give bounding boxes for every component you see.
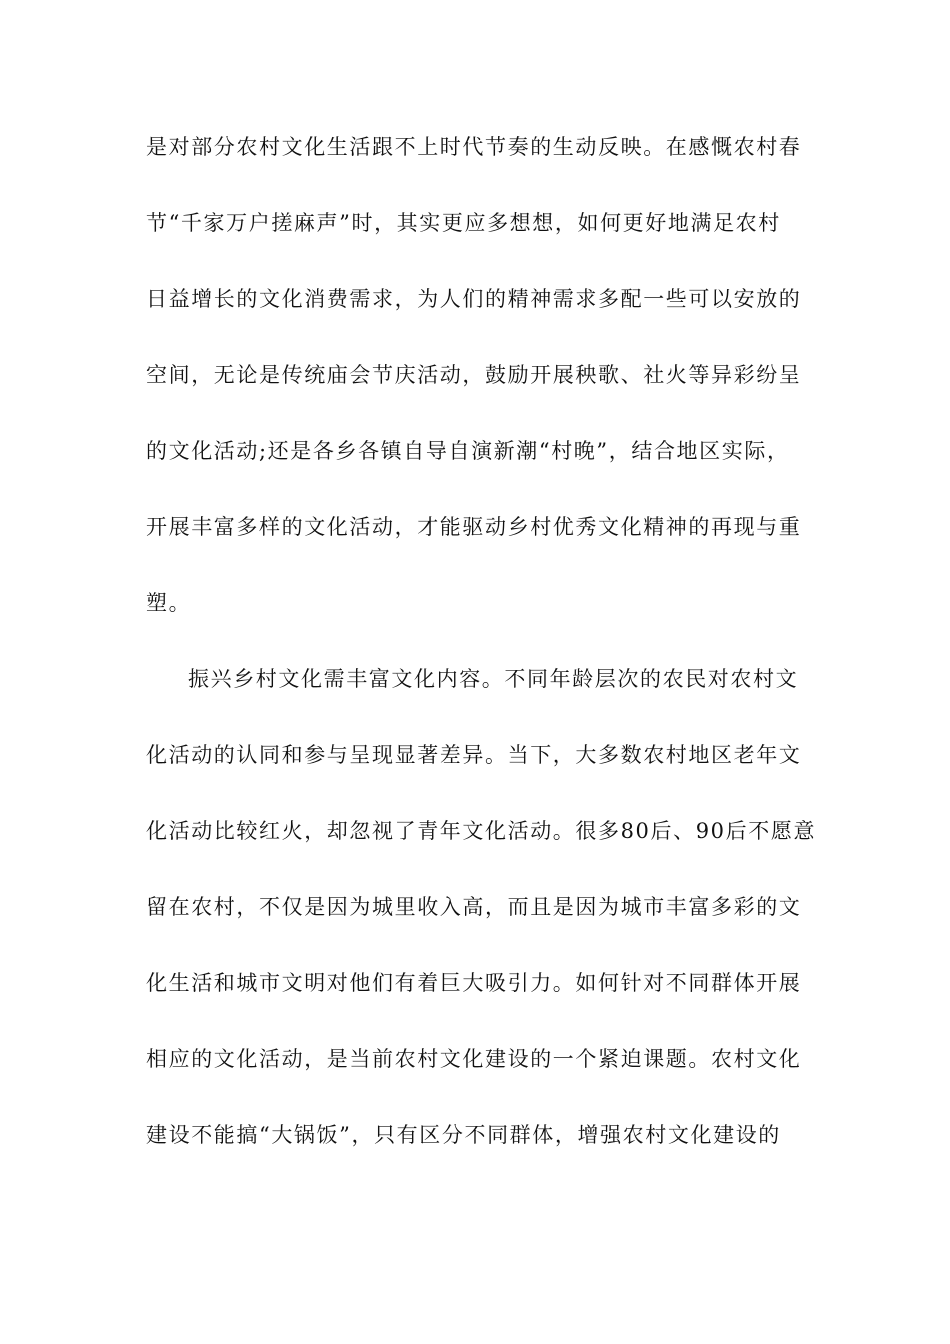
text-line: 节“千家万户搓麻声”时，其实更应多想想，如何更好地满足农村 (146, 211, 781, 235)
text-line: 开展丰富多样的文化活动，才能驱动乡村优秀文化精神的再现与重 (146, 515, 802, 539)
text-line: 的文化活动;还是各乡各镇自导自演新潮“村晚”，结合地区实际， (146, 439, 790, 463)
text-line: 留在农村，不仅是因为城里收入高，而且是因为城市丰富多彩的文 (146, 895, 802, 919)
text-line: 是对部分农村文化生活跟不上时代节奏的生动反映。在感慨农村春 (146, 135, 802, 159)
text-line: 空间，无论是传统庙会节庆活动，鼓励开展秧歌、社火等异彩纷呈 (146, 363, 802, 387)
text-line: 日益增长的文化消费需求，为人们的精神需求多配一些可以安放的 (146, 287, 802, 311)
text-line: 塑。 (146, 591, 192, 615)
text-line: 化活动比较红火，却忽视了青年文化活动。很多80后、90后不愿意 (146, 819, 817, 843)
paragraph-first-line: 振兴乡村文化需丰富文化内容。不同年龄层次的农民对农村文 (188, 667, 799, 691)
text-line: 相应的文化活动，是当前农村文化建设的一个紧迫课题。农村文化 (146, 1047, 802, 1071)
text-line: 建设不能搞“大锅饭”，只有区分不同群体，增强农村文化建设的 (146, 1123, 781, 1147)
text-line: 化活动的认同和参与呈现显著差异。当下，大多数农村地区老年文 (146, 743, 802, 767)
text-line: 化生活和城市文明对他们有着巨大吸引力。如何针对不同群体开展 (146, 971, 802, 995)
